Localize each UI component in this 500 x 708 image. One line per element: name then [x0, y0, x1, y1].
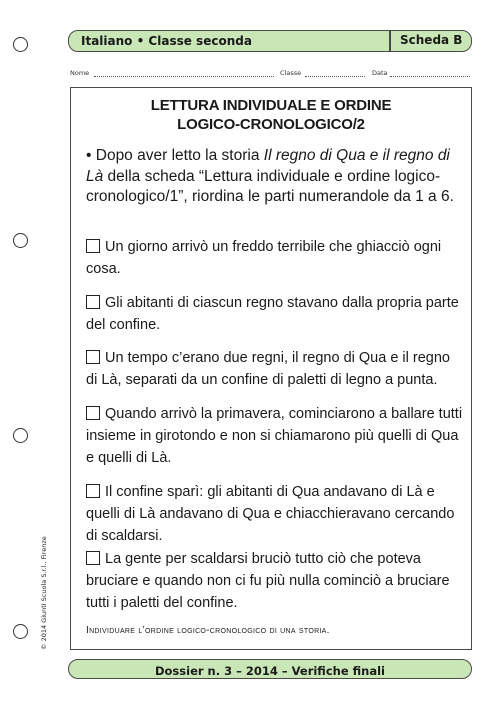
title-line-1: LETTURA INDIVIDUALE E ORDINE — [150, 97, 392, 114]
item-text: Un tempo c’erano due regni, il regno di Qua e il regno di Là, separati da un confine di paletti di legno a punta. — [86, 350, 450, 388]
number-box[interactable] — [86, 295, 100, 309]
number-box[interactable] — [86, 484, 100, 498]
name-field[interactable] — [94, 76, 274, 77]
student-fields — [70, 67, 470, 79]
number-box[interactable] — [86, 551, 100, 565]
exercise-title — [70, 96, 472, 134]
number-box[interactable] — [86, 239, 100, 253]
binder-hole-2 — [13, 233, 28, 248]
title-line-2: LOGICO-CRONOLOGICO/2 — [177, 116, 365, 133]
header-divider — [389, 31, 391, 51]
class-label: Classe — [280, 69, 302, 77]
date-label: Data — [372, 69, 388, 77]
list-item — [86, 403, 464, 469]
list-item — [86, 347, 464, 391]
sheet-label: Scheda B — [400, 33, 463, 47]
number-box[interactable] — [86, 406, 100, 420]
story-title: Il regno di Qua e il regno di Là — [86, 147, 450, 185]
subject-title: Italiano • Classe seconda — [81, 34, 252, 48]
binder-hole-3 — [13, 428, 28, 443]
item-text: Gli abitanti di ciascun regno stavano dalla propria parte del confine. — [86, 295, 459, 333]
name-label: Nome — [70, 69, 90, 77]
list-item — [86, 236, 464, 280]
class-field[interactable] — [305, 76, 365, 77]
item-text: La gente per scaldarsi bruciò tutto ciò che poteva bruciare e quando non ci fu più nulla cominciò a bruciare tutti i paletti del confine. — [86, 551, 450, 611]
date-field[interactable] — [390, 76, 470, 77]
binder-hole-1 — [13, 37, 28, 52]
footer-bar — [68, 659, 472, 679]
item-text: Il confine sparì: gli abitanti di Qua andavano di Là e quelli di Là andavano di Qua e chiacchieravano cercando di scaldarsi. — [86, 484, 455, 544]
list-item — [86, 292, 464, 336]
list-item — [86, 481, 464, 547]
item-text: Quando arrivò la primavera, cominciarono a ballare tutti insieme in girotondo e non si chiamarono più quelli di Qua e quelli di Là. — [86, 406, 463, 466]
copyright-notice: © 2014 Giunti Scuola S.r.l., Firenze — [40, 536, 48, 650]
instruction — [86, 146, 464, 208]
instruction-after: della scheda “Lettura individuale e ordine logico-cronologico/1”, riordina le parti numerandole da 1 a 6. — [86, 167, 454, 205]
binder-hole-4 — [13, 624, 28, 639]
number-box[interactable] — [86, 350, 100, 364]
item-text: Un giorno arrivò un freddo terribile che ghiacciò ogni cosa. — [86, 239, 442, 277]
footer-text: Dossier n. 3 – 2014 – Verifiche finali — [154, 664, 385, 678]
instruction-before: Dopo aver letto la storia — [95, 147, 264, 164]
bullet: • — [86, 147, 92, 164]
learning-objective: Individuare l’ordine logico-cronologico di una storia. — [86, 625, 330, 636]
list-item — [86, 548, 464, 614]
